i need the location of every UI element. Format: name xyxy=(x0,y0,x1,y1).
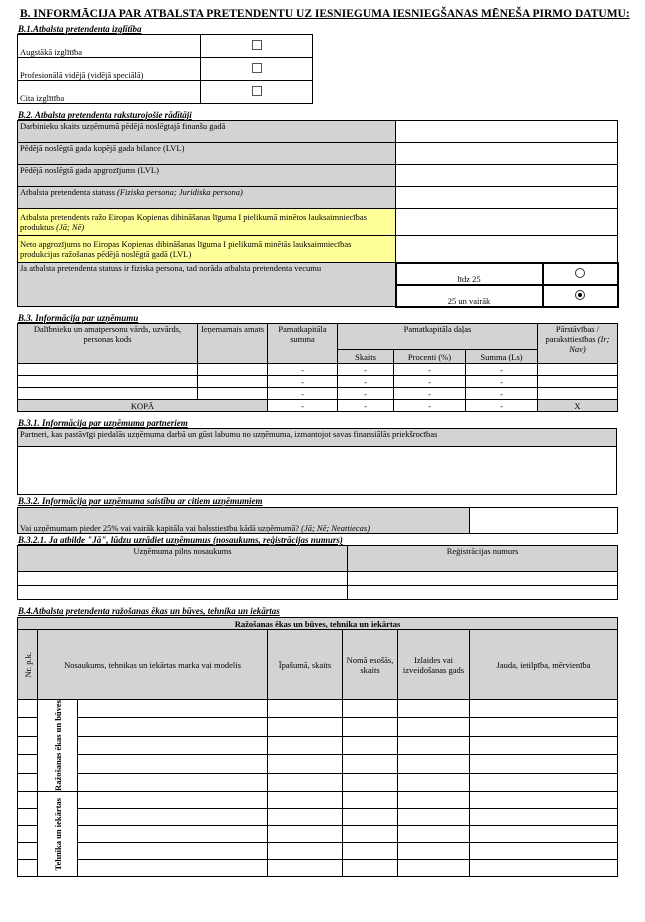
table-cell[interactable] xyxy=(348,586,618,600)
table-cell[interactable] xyxy=(268,736,343,754)
total-label: KOPĀ xyxy=(18,400,268,412)
col-reg-number: Reģistrācijas numurs xyxy=(348,546,618,572)
agri-products-label: Atbalsta pretendents ražo Eiropas Kopienas dibināšanas līguma I pielikumā minētos lauksaimniecības produktus (Jā; Nē) xyxy=(18,209,396,236)
table-cell[interactable] xyxy=(470,718,618,736)
dash-cell: - xyxy=(466,364,538,376)
dash-cell: - xyxy=(466,376,538,388)
col-count: Skaits xyxy=(338,350,394,364)
table-cell[interactable] xyxy=(78,773,268,791)
table-cell[interactable] xyxy=(78,736,268,754)
age-option-label: līdz 25 xyxy=(396,263,543,285)
table-cell[interactable] xyxy=(18,825,38,842)
table-cell[interactable] xyxy=(343,773,398,791)
indicator-label: Pēdējā noslēgtā gada kopējā gada bilance (LVL) xyxy=(18,143,396,165)
dash-cell: - xyxy=(268,364,338,376)
table-cell[interactable] xyxy=(78,842,268,859)
table-cell[interactable] xyxy=(470,825,618,842)
age-radio[interactable] xyxy=(575,268,585,278)
table-cell[interactable] xyxy=(78,791,268,808)
col-rep-hint: (Ir; Nav) xyxy=(569,334,610,354)
table-cell[interactable] xyxy=(343,736,398,754)
status-label: Atbalsta pretendenta statuss (Fiziska persona; Juridiska persona) xyxy=(18,187,396,209)
education-checkbox[interactable] xyxy=(252,63,262,73)
partners-label: Partneri, kas pastāvīgi piedalās uzņēmuma darbā un gūst labumu no uzņēmuma, izmantojot savas finansiālās priekšrocības xyxy=(18,429,617,447)
indicator-label: Pēdējā noslēgtā gada apgrozījums (LVL) xyxy=(18,165,396,187)
b2-indicators-table xyxy=(17,120,619,308)
education-label: Augstākā izglītība xyxy=(18,35,201,58)
b4-assets-table xyxy=(17,617,618,877)
table-cell[interactable] xyxy=(18,586,348,600)
dash-cell: - xyxy=(466,388,538,400)
indicator-value[interactable] xyxy=(396,143,618,165)
table-cell[interactable] xyxy=(78,755,268,773)
col-capital: Pamatkapitāla summa xyxy=(268,324,338,364)
linked-answer[interactable] xyxy=(470,508,618,534)
table-cell[interactable] xyxy=(398,736,470,754)
col-year: Izlaides vai izveidošanas gads xyxy=(398,630,470,700)
age-label: Ja atbalsta pretendenta statuss ir fiziska persona, tad norāda atbalsta pretendenta vecumu xyxy=(18,263,396,307)
col-shares: Pamatkapitāla daļas xyxy=(338,324,538,350)
agri-products-value[interactable] xyxy=(396,209,618,236)
table-cell[interactable] xyxy=(398,718,470,736)
col-capacity: Jauda, ietilpība, mērvienība xyxy=(470,630,618,700)
table-cell[interactable] xyxy=(398,700,470,718)
table-cell[interactable] xyxy=(470,842,618,859)
b1-heading: B.1.Atbalsta pretendenta izglītība xyxy=(18,24,142,34)
indicator-value[interactable] xyxy=(396,121,618,143)
table-cell[interactable] xyxy=(268,808,343,825)
table-cell[interactable] xyxy=(18,376,198,388)
linked-question-hint: (Jā; Nē; Neattiecas) xyxy=(301,523,371,533)
table-cell[interactable] xyxy=(343,700,398,718)
dash-cell: - xyxy=(338,400,394,412)
age-option-label: 25 un vairāk xyxy=(396,285,543,307)
dash-cell: - xyxy=(268,388,338,400)
col-owned: Īpašumā, skaits xyxy=(268,630,343,700)
table-cell[interactable] xyxy=(18,700,38,718)
education-label: Profesionālā vidējā (vidējā speciālā) xyxy=(18,58,201,81)
col-percent: Procenti (%) xyxy=(394,350,466,364)
table-cell[interactable] xyxy=(470,773,618,791)
indicator-label: Darbinieku skaits uzņēmumā pēdējā noslēgtajā finanšu gadā xyxy=(18,121,396,143)
table-cell[interactable] xyxy=(538,364,618,376)
table-cell[interactable] xyxy=(268,700,343,718)
table-cell[interactable] xyxy=(343,859,398,876)
table-cell[interactable] xyxy=(348,572,618,586)
b1-education-table xyxy=(17,34,313,104)
table-cell[interactable] xyxy=(268,825,343,842)
col-company-name: Uzņēmuma pilns nosaukums xyxy=(18,546,348,572)
table-cell[interactable] xyxy=(268,755,343,773)
table-cell[interactable] xyxy=(538,388,618,400)
b32-linked-table xyxy=(17,507,618,534)
table-cell[interactable] xyxy=(198,364,268,376)
table-cell[interactable] xyxy=(18,572,348,586)
table-cell[interactable] xyxy=(343,842,398,859)
col-sum: Summa (Ls) xyxy=(466,350,538,364)
table-cell[interactable] xyxy=(538,376,618,388)
education-checkbox[interactable] xyxy=(252,40,262,50)
table-cell[interactable] xyxy=(18,859,38,876)
b321-heading: B.3.2.1. Ja atbilde "Jā", lūdzu uzrādiet uzņēmumus (nosaukums, reģistrācijas numurs) xyxy=(18,535,343,545)
dash-cell: - xyxy=(394,400,466,412)
table-cell[interactable] xyxy=(398,859,470,876)
education-checkbox[interactable] xyxy=(252,86,262,96)
table-cell[interactable] xyxy=(268,842,343,859)
dash-cell: - xyxy=(338,364,394,376)
table-cell[interactable] xyxy=(268,718,343,736)
table-cell[interactable] xyxy=(18,755,38,773)
table-cell[interactable] xyxy=(343,808,398,825)
partners-input[interactable] xyxy=(18,447,617,495)
dash-cell: - xyxy=(394,388,466,400)
table-cell[interactable] xyxy=(78,825,268,842)
b31-partners-table xyxy=(17,428,617,495)
b4-heading: B.4.Atbalsta pretendenta ražošanas ēkas un būves, tehnika un iekārtas xyxy=(18,606,280,616)
b3-company-table xyxy=(17,323,618,412)
col-representation: Pārstāvības / paraksttiesības (Ir; Nav) xyxy=(538,324,618,364)
table-cell[interactable] xyxy=(18,842,38,859)
dash-cell: - xyxy=(268,400,338,412)
status-value[interactable] xyxy=(396,187,618,209)
table-cell[interactable] xyxy=(198,388,268,400)
table-cell[interactable] xyxy=(268,859,343,876)
page-title: B. INFORMĀCIJA PAR ATBALSTA PRETENDENTU UZ IESNIEGUMA IESNIEGŠANAS MĒNEŠA PIRMO DATUMU: xyxy=(20,8,630,20)
status-hint: (Fiziska persona; Juridiska persona) xyxy=(117,187,243,197)
dash-cell: - xyxy=(338,388,394,400)
age-radio[interactable] xyxy=(575,290,585,300)
b31-heading: B.3.1. Informācija par uzņēmuma partneriem xyxy=(18,418,188,428)
table-cell[interactable] xyxy=(398,773,470,791)
x-mark: X xyxy=(538,400,618,412)
group-buildings: Ražošanas ēkas un būves xyxy=(52,700,63,791)
table-cell[interactable] xyxy=(198,376,268,388)
table-cell[interactable] xyxy=(470,859,618,876)
agri-turnover-value[interactable] xyxy=(396,236,618,263)
table-cell[interactable] xyxy=(18,718,38,736)
agri-products-hint: (Jā; Nē) xyxy=(56,222,85,232)
table-cell[interactable] xyxy=(18,364,198,376)
b2-heading: B.2. Atbalsta pretendenta raksturojošie rādītāji xyxy=(18,110,192,120)
col-position: Ieņemamais amats xyxy=(198,324,268,364)
table-cell[interactable] xyxy=(398,825,470,842)
col-nr: Nr. p.k. xyxy=(22,651,33,678)
dash-cell: - xyxy=(466,400,538,412)
linked-question: Vai uzņēmumam pieder 25% vai vairāk kapitāla vai balsstiesību kādā uzņēmumā? (Jā; Nē; Neattiecas) xyxy=(18,508,470,534)
table-cell[interactable] xyxy=(78,700,268,718)
table-cell[interactable] xyxy=(470,791,618,808)
table-cell[interactable] xyxy=(398,755,470,773)
table-cell[interactable] xyxy=(398,842,470,859)
table-cell[interactable] xyxy=(343,791,398,808)
table-cell[interactable] xyxy=(398,808,470,825)
col-asset-name: Nosaukums, tehnikas un iekārtas marka vai modelis xyxy=(38,630,268,700)
dash-cell: - xyxy=(268,376,338,388)
assets-table-title: Ražošanas ēkas un būves, tehnika un iekārtas xyxy=(18,618,618,630)
table-cell[interactable] xyxy=(18,388,198,400)
table-cell[interactable] xyxy=(78,808,268,825)
b321-companies-table xyxy=(17,545,618,600)
agri-turnover-label: Neto apgrozījums no Eiropas Kopienas dibināšanas līguma I pielikumā minētās lauksaimniecības produkcijas ražošanas pēdējā noslēgtā gadā (LVL) xyxy=(18,236,396,263)
table-cell[interactable] xyxy=(343,825,398,842)
table-cell[interactable] xyxy=(470,700,618,718)
table-cell[interactable] xyxy=(78,718,268,736)
group-equipment: Tehnika un iekārtas xyxy=(52,797,63,871)
table-cell[interactable] xyxy=(18,736,38,754)
table-cell[interactable] xyxy=(343,718,398,736)
table-cell[interactable] xyxy=(470,736,618,754)
table-cell[interactable] xyxy=(18,791,38,808)
col-names: Dalībnieku un amatpersonu vārds, uzvārds, personas kods xyxy=(18,324,198,364)
dash-cell: - xyxy=(394,364,466,376)
table-cell[interactable] xyxy=(18,773,38,791)
b32-heading: B.3.2. Informācija par uzņēmuma saistību ar citiem uzņēmumiem xyxy=(18,496,263,506)
table-cell[interactable] xyxy=(470,755,618,773)
table-cell[interactable] xyxy=(18,808,38,825)
table-cell[interactable] xyxy=(398,791,470,808)
col-rented: Nomā esošās, skaits xyxy=(343,630,398,700)
table-cell[interactable] xyxy=(78,859,268,876)
table-cell[interactable] xyxy=(268,791,343,808)
indicator-value[interactable] xyxy=(396,165,618,187)
table-cell[interactable] xyxy=(470,808,618,825)
education-label: Cita izglītība xyxy=(18,81,201,104)
dash-cell: - xyxy=(338,376,394,388)
table-cell[interactable] xyxy=(343,755,398,773)
b3-heading: B.3. Informācija par uzņēmumu xyxy=(18,313,139,323)
table-cell[interactable] xyxy=(268,773,343,791)
dash-cell: - xyxy=(394,376,466,388)
